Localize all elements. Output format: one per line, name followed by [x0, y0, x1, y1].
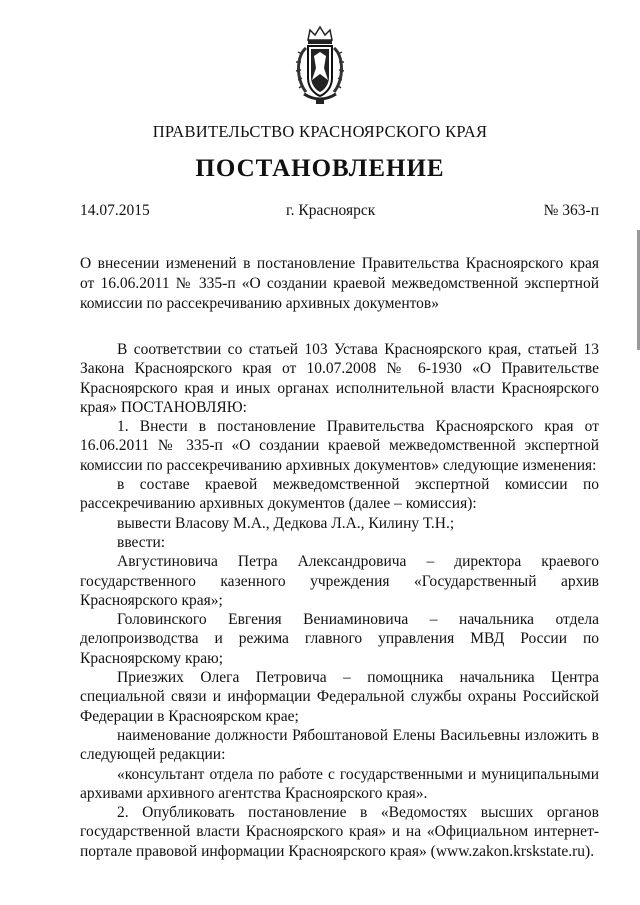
document-subject: О внесении изменений в постановление Правительства Красноярского края от 16.06.2011 № 335-п «О создании краевой межведомственной экспертной комиссии по рассекречиванию архивных документов»: [80, 255, 599, 312]
body-paragraph: ввести:: [117, 533, 166, 551]
document-body: [80, 340, 599, 861]
organization-title: ПРАВИТЕЛЬСТВО КРАСНОЯРСКОГО КРАЯ: [152, 122, 488, 141]
body-paragraph: в составе краевой межведомственной экспертной комиссии по рассекречиванию архивных документов (далее – комиссия):: [80, 476, 599, 513]
body-paragraph: наименование должности Рябоштановой Елены Васильевны изложить в следующей редакции:: [80, 726, 599, 764]
document-city: г. Красноярск: [286, 202, 376, 219]
coat-of-arms-emblem: [294, 22, 346, 108]
body-paragraph: Приезжих Олега Петровича – помощника начальника Центра специальной связи и информации Федеральной службы охраны Российской Федерации в Красноярском крае;: [80, 669, 599, 725]
body-paragraph: 2. Опубликовать постановление в «Ведомостях высших органов государственной власти Красноярского края» и на «Официальном интернет-портале правовой информации Красноярского края» (www.zakon.krskstate.ru).: [80, 804, 599, 860]
body-paragraph: «консультант отдела по работе с государственными и муниципальными архивами архивного агентства Красноярского края».: [80, 765, 599, 802]
body-paragraph: В соответствии со статьей 103 Устава Красноярского края, статьей 13 Закона Красноярского края от 10.07.2008 № 6-1930 «О Правительстве Красноярского края и иных органах исполнительной власти Красноярского края» ПОСТАНОВЛЯЮ:: [80, 341, 599, 416]
body-paragraph: 1. Внести в постановление Правительства Красноярского края от 16.06.2011 № 335-п «О создании краевой межведомственной экспертной комиссии по рассекречиванию архивных документов» следующие изменения:: [80, 418, 599, 474]
body-paragraph: вывести Власову М.А., Дедкова Л.А., Килину Т.Н.;: [117, 514, 455, 532]
body-paragraph: Августиновича Петра Александровича – директора краевого государственного казенного учреждения «Государственный архив Красноярского края»;: [80, 553, 599, 609]
body-paragraph: Головинского Евгения Вениаминовича – начальника отдела делопроизводства и режима главного управления МВД России по Красноярскому краю;: [80, 611, 599, 667]
document-number: № 363-п: [543, 202, 599, 219]
document-date: 14.07.2015: [80, 202, 150, 219]
document-type-heading: ПОСТАНОВЛЕНИЕ: [195, 155, 445, 182]
